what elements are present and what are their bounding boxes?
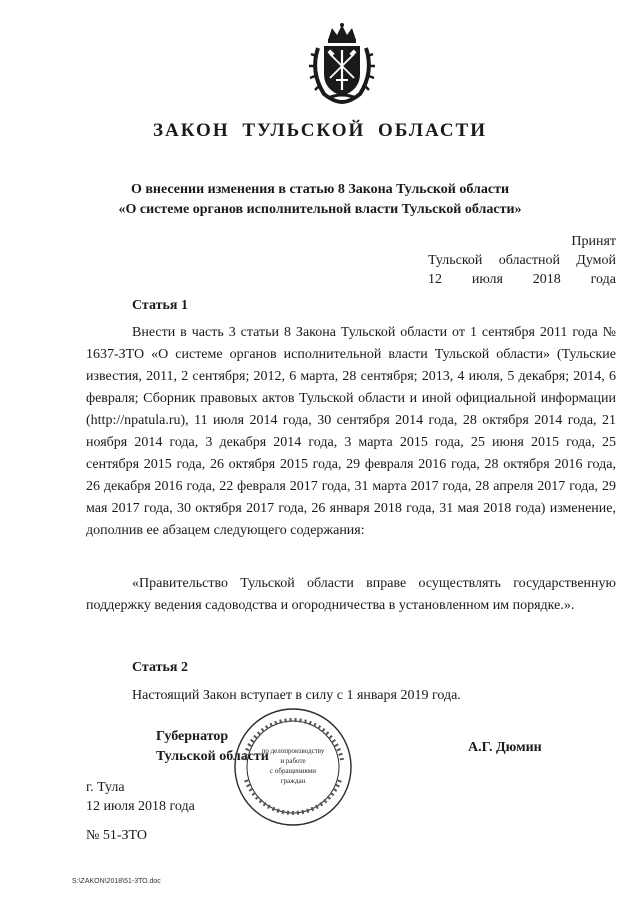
adopted-month: июля	[471, 272, 503, 287]
subtitle-line-1: О внесении изменения в статью 8 Закона Тульской области	[130, 182, 510, 197]
signer-name: А.Г. Дюмин	[468, 740, 542, 755]
signer-title-line-2: Тульской области	[156, 749, 269, 764]
adopted-year: 2018	[532, 272, 561, 287]
stamp-line-4: граждан	[280, 777, 306, 785]
law-subtitle	[40, 180, 600, 220]
city: г. Тула	[86, 780, 125, 795]
article-2-text: Настоящий Закон вступает в силу с 1 января 2019 года.	[132, 688, 461, 703]
official-stamp-icon	[232, 706, 354, 828]
adopted-by: Тульской областной Думой	[428, 253, 616, 268]
article-2-heading: Статья 2	[132, 660, 188, 675]
adopted-label: Принят	[571, 234, 616, 249]
adopted-day: 12	[428, 272, 442, 287]
subtitle-line-2: «О системе органов исполнительной власти Тульской области»	[118, 202, 522, 217]
stamp-line-2: и работе	[280, 757, 306, 765]
article-1-quote: «Правительство Тульской области вправе осуществлять государственную поддержку ведения садоводства и огородничества в установленном им порядке.».	[86, 576, 616, 613]
place-and-date	[86, 778, 195, 816]
signer-title-line-1: Губернатор	[156, 729, 229, 744]
law-title: ЗАКОН ТУЛЬСКОЙ ОБЛАСТИ	[152, 120, 488, 141]
file-path: S:\ZAKON\2018\51-3ТО.doc	[72, 878, 161, 885]
adoption-block	[428, 232, 616, 289]
law-number: № 51-ЗТО	[86, 828, 148, 843]
article-1-heading: Статья 1	[132, 298, 188, 313]
adopted-year-word: года	[590, 272, 616, 287]
stamp-line-1: по делопроизводству	[261, 747, 325, 755]
stamp-line-3: с обращениями	[270, 767, 316, 775]
tula-coat-of-arms-icon	[306, 22, 378, 104]
signing-date: 12 июля 2018 года	[86, 799, 195, 814]
adopted-date	[428, 270, 616, 289]
article-1-text: Внести в часть 3 статьи 8 Закона Тульской области от 1 сентября 2011 года № 1637-ЗТО «О системе органов исполнительной власти Тульской области» (Тульские известия, 2011, 2 сентября; 2012, 6 марта, 28 сентября; 2013, 4 июля, 5 декабря; 2014, 6 февраля; Сборник правовых актов Тульской области и иной официальной информации (http://npatula.ru), 11 июля 2014 года, 30 сентября 2014 года, 28 октября 2014 года, 21 ноября 2014 года, 3 декабря 2014 года, 3 марта 2015 года, 25 июня 2015 года, 25 сентября 2015 года, 26 октября 2015 года, 29 февраля 2016 года, 28 октября 2016 года, 26 декабря 2016 года, 22 февраля 2017 года, 31 марта 2017 года, 28 апреля 2017 года, 29 мая 2017 года, 30 октября 2017 года, 26 января 2018 года, 31 мая 2018 года) изменение, дополнив ее абзацем следующего содержания:	[86, 325, 616, 538]
